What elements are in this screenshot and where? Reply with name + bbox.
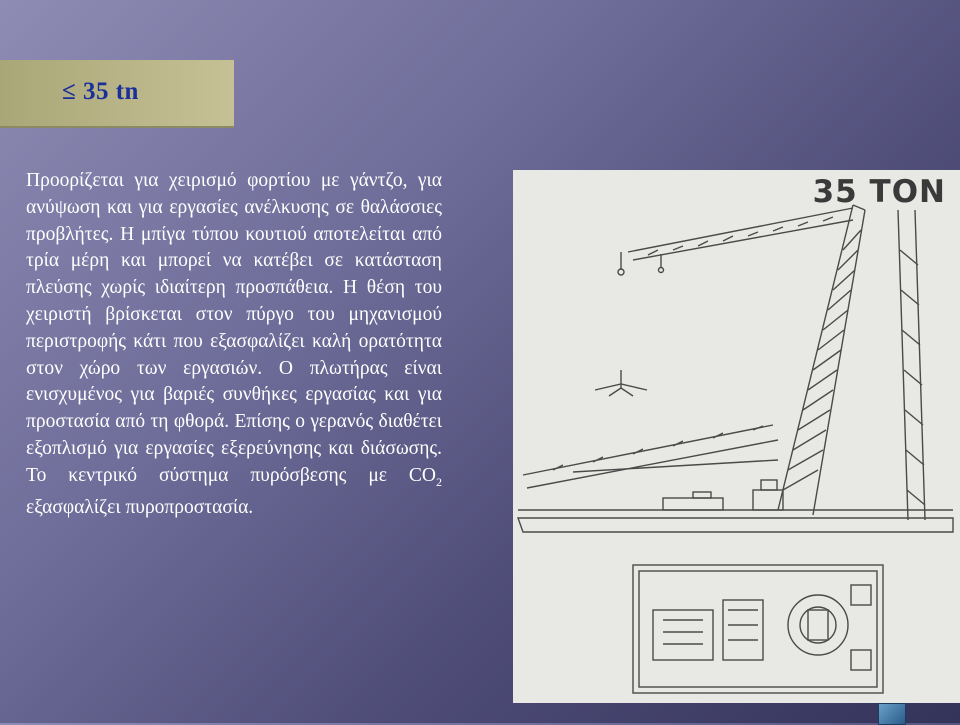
title-box [0, 60, 234, 128]
figure-label: 35 TON [812, 174, 946, 210]
body-subscript: 2 [436, 474, 442, 489]
corner-logo-icon [878, 703, 906, 725]
body-tail: εξασφαλίζει πυροπροστασία. [26, 497, 254, 519]
slide-title: ≤ 35 tn [62, 78, 139, 105]
body-text [26, 168, 442, 522]
crane-drawing-icon [513, 170, 960, 703]
body-main: Προορίζεται για χειρισμό φορτίου με γάντζο, για ανύψωση και για εργασίες ανέλκυσης σε θαλάσσιες προβλήτες. Η μπίγα τύπου κουτιού αποτελείται από τρία μέρη και μπορεί να κατέβει σε κατάσταση πλεύσης χωρίς ιδιαίτερη προσπάθεια. Η θέση του χειριστή βρίσκεται στον πύργο του μηχανισμού περιστροφής κάτι που εξασφαλίζει καλή ορατότητα στον χώρο των εργασιών. Ο πλωτήρας είναι ενισχυμένος για βαριές συνθήκες εργασίας και για προστασία από τη φθορά. Επίσης ο γερανός διαθέτει εξοπλισμό για εργασίες εξερεύνησης και διάσωσης. Το κεντρικό σύστημα πυρόσβεσης με CO [26, 170, 442, 486]
body-paragraph [26, 168, 442, 522]
crane-figure [513, 170, 960, 703]
